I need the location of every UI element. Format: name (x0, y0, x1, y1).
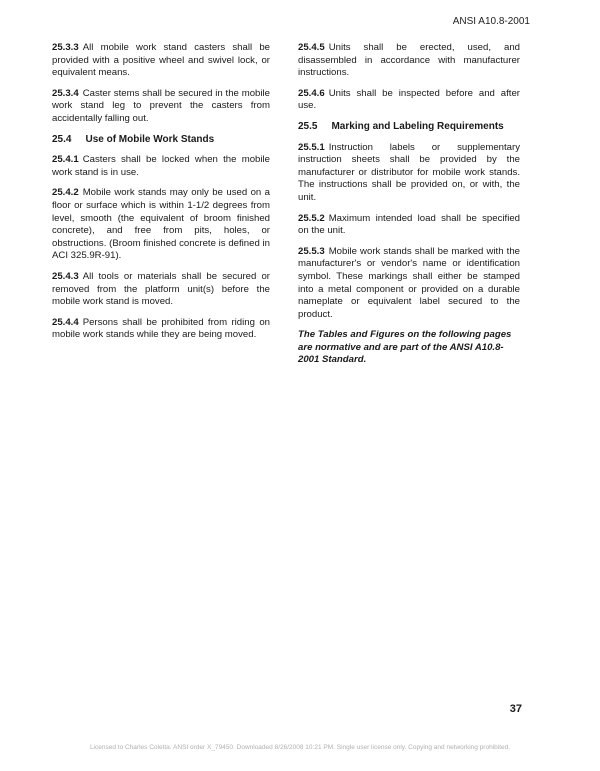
clause-number: 25.4.5 (298, 42, 325, 53)
clause-text: Instruction labels or supplementary instruction sheets shall be provided by the manufacturer or distributor for mobile work stands. The instructions shall be provided on, or with, the unit. (298, 141, 520, 203)
section-heading-text: Use of Mobile Work Stands (85, 133, 215, 145)
clause-number: 25.4.2 (52, 187, 79, 199)
left-column (52, 42, 270, 350)
page-number: 37 (509, 703, 522, 715)
clause-text: Units shall be erected, used, and disassembled in accordance with manufacturer instructions. (298, 42, 520, 79)
clause-number: 25.4.1 (52, 154, 79, 166)
clause-text: Casters shall be locked when the mobile work stand is in use. (52, 154, 270, 178)
clause-text: Units shall be inspected before and after use. (298, 87, 520, 112)
clause-paragraph (298, 88, 520, 113)
clause-number: 25.4 (52, 133, 72, 145)
clause-text: Mobile work stands shall be marked with the manufacturer's or vendor's name or identification symbol. These markings shall either be stamped into a metal component or provided on a durable nameplate or equivalent label secured to the product. (298, 245, 520, 320)
section-heading (52, 134, 270, 147)
clause-number: 25.4.6 (298, 87, 325, 99)
clause-text: Maximum intended load shall be specified on the unit. (298, 212, 520, 237)
clause-paragraph (52, 154, 270, 179)
license-footer: Licensed to Charles Coletta. ANSI order X_79450. Downloaded 8/26/2008 10:21 PM. Single user license only. Copying and networking prohibited. (89, 744, 511, 751)
clause-text: All tools or materials shall be secured or removed from the platform unit(s) before the mobile work stand is moved. (52, 270, 270, 308)
clause-text: Mobile work stands may only be used on a floor or surface which is within 1-1/2 degrees from level, smooth (the equivalent of broom finished concrete), and free from pits, holes, or obstructions. (Broom finished concrete is defined in ACI 325.9R-91). (52, 187, 270, 262)
clause-number: 25.4.4 (52, 316, 79, 328)
clause-text: Caster stems shall be secured in the mobile work stand leg to prevent the casters from accidentally falling out. (52, 87, 270, 124)
section-heading-text: Marking and Labeling Requirements (331, 120, 504, 132)
clause-paragraph (298, 42, 520, 80)
clause-number: 25.3.3 (52, 42, 79, 53)
standard-header: ANSI A10.8-2001 (452, 16, 530, 27)
clause-number: 25.5.3 (298, 245, 325, 257)
clause-paragraph (52, 42, 270, 80)
normative-note: The Tables and Figures on the following pages are normative and are part of the ANSI A10.8-2001 Standard. (298, 329, 512, 366)
clause-number: 25.4.3 (52, 270, 79, 282)
clause-paragraph (52, 88, 270, 126)
clause-text: All mobile work stand casters shall be provided with a positive wheel and swivel lock, or equivalent means. (52, 42, 270, 79)
clause-text: Persons shall be prohibited from riding on mobile work stands while they are being moved. (52, 316, 270, 341)
clause-number: 25.3.4 (52, 87, 79, 99)
clause-number: 25.5.1 (298, 141, 325, 153)
clause-paragraph (298, 213, 520, 238)
clause-number: 25.5.2 (298, 212, 325, 224)
clause-paragraph (52, 317, 270, 342)
section-heading (298, 121, 520, 134)
right-column (298, 42, 520, 367)
clause-paragraph (52, 187, 270, 263)
clause-number: 25.5 (298, 120, 318, 132)
clause-paragraph (298, 142, 520, 205)
clause-paragraph (298, 246, 520, 322)
clause-paragraph (52, 271, 270, 309)
